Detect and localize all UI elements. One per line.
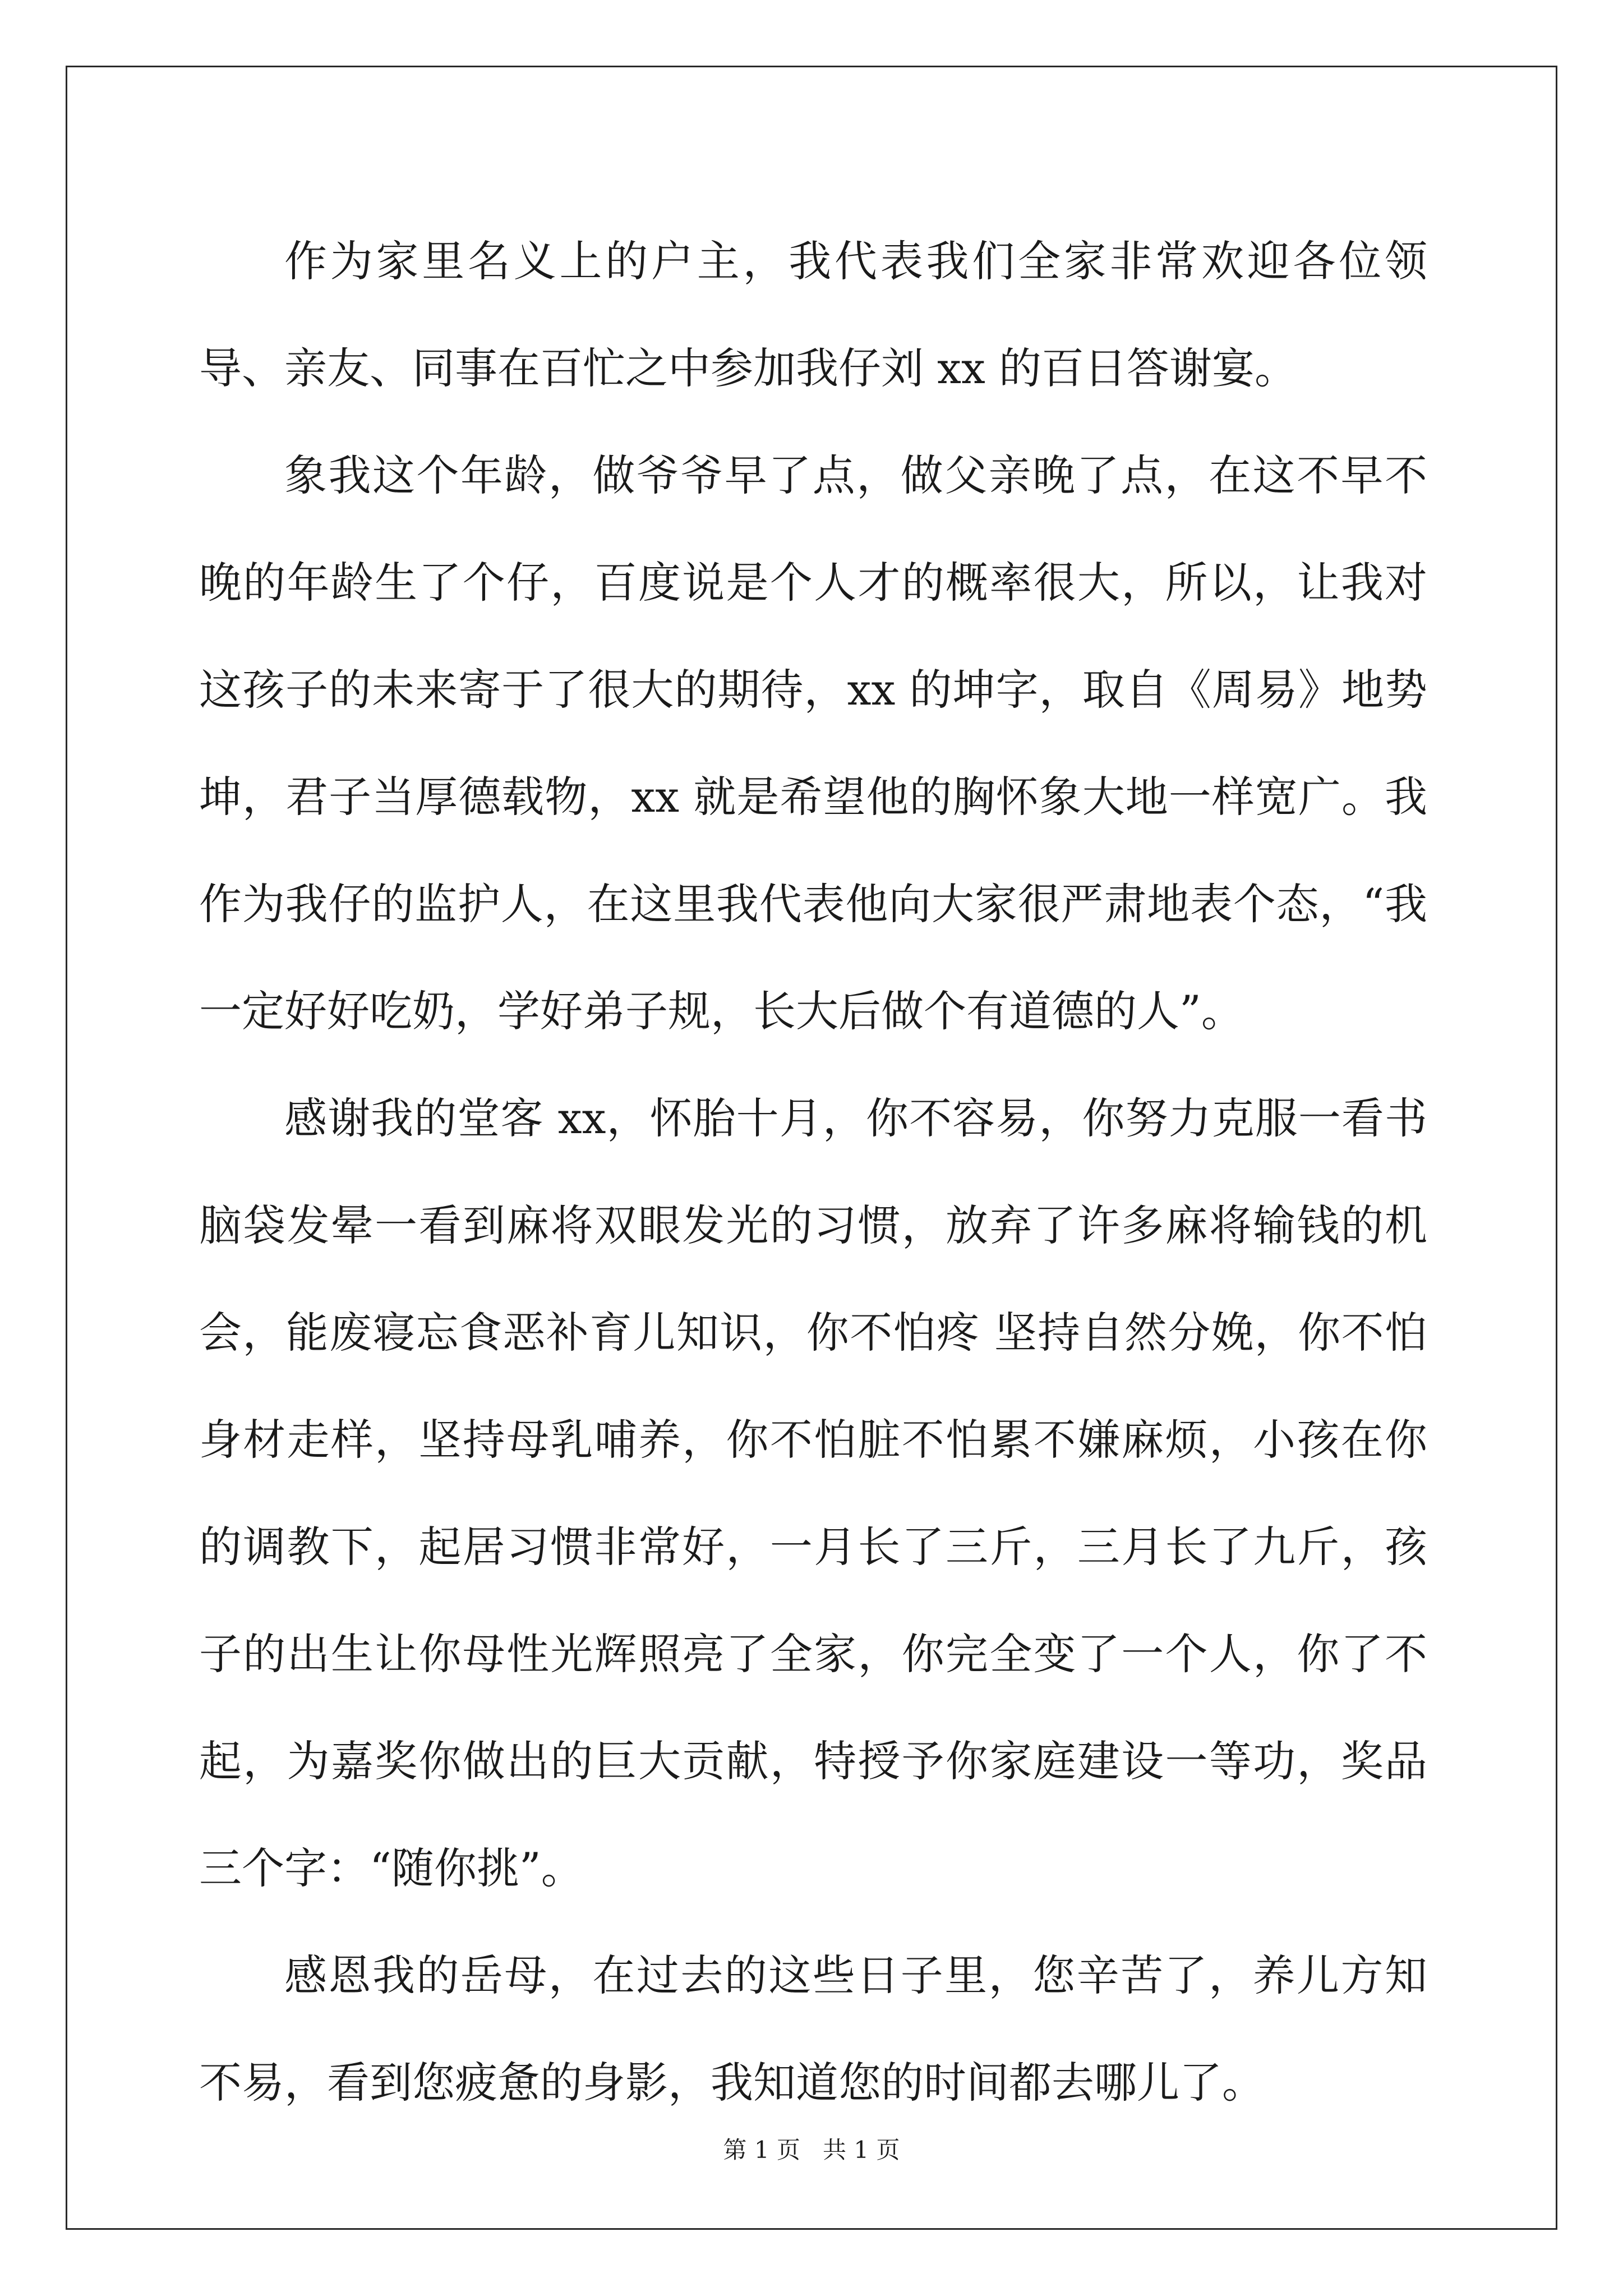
paragraph-2: 象我这个年龄，做爷爷早了点，做父亲晚了点，在这不早不晚的年龄生了个仔，百度说是个人才的概率很大，所以，让我对这孩子的未来寄于了很大的期待，xx 的坤字，取自《周易》地势坤，君子当厚德载物，xx 就是希望他的胸怀象大地一样宽广。我作为我仔的监护人，在这里我代表他向大家很严肃地表个态，“我一定好好吃奶，学好弟子规，长大后做个有道德的人”。: [199, 450, 1427, 1036]
paragraph-3: 感谢我的堂客 xx，怀胎十月，你不容易，你努力克服一看书脑袋发晕一看到麻将双眼发光的习惯，放弃了许多麻将输钱的机会，能废寝忘食恶补育儿知识，你不怕疼 坚持自然分娩，你不怕身材走样，坚持母乳哺养，你不怕脏不怕累不嫌麻烦，小孩在你的调教下，起居习惯非常好，一月长了三斤，三月长了九斤，孩子的出生让你母性光辉照亮了全家，你完全变了一个人，你了不起，为嘉奖你做出的巨大贡献，特授予你家庭建设一等功，奖品三个字：“随你挑”。: [199, 1093, 1427, 1893]
paragraph-1: 作为家里名义上的户主，我代表我们全家非常欢迎各位领导、亲友、同事在百忙之中参加我仔刘 xx 的百日答谢宴。: [199, 236, 1427, 393]
paragraph-4: 感恩我的岳母，在过去的这些日子里，您辛苦了，养儿方知不易，看到您疲惫的身影，我知道您的时间都去哪儿了。: [199, 1950, 1427, 2108]
page-footer: 第 1 页 共 1 页: [723, 2136, 900, 2164]
document-body: [199, 208, 1427, 2136]
